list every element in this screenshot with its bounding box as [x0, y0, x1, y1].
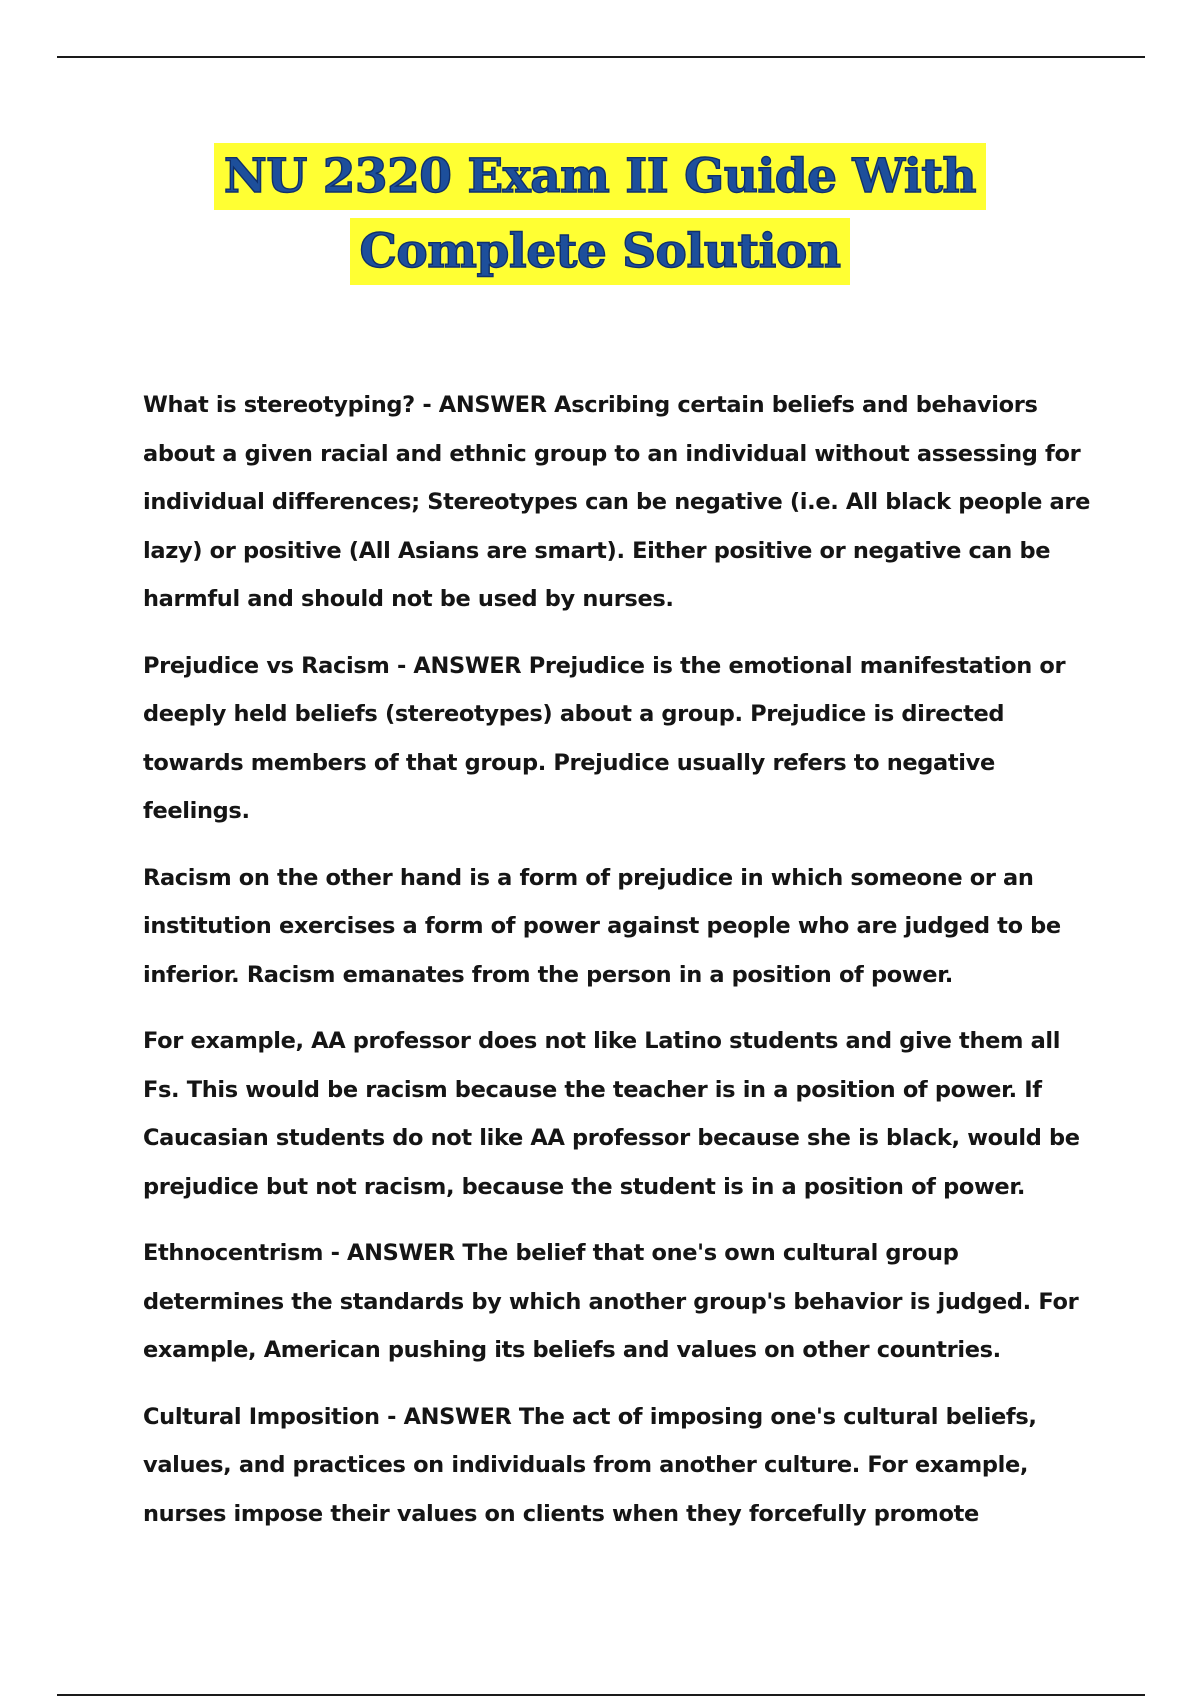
- paragraph-cultural-imposition: Cultural Imposition - ANSWER The act of imposing one's cultural beliefs, values, and practices on individuals from another culture. For example, nurses impose their values on clients when they forcefully promote: [143, 1403, 1037, 1527]
- title-line-1: NU 2320 Exam II Guide With: [214, 143, 986, 210]
- page-title: [0, 143, 1200, 285]
- paragraph-racism: Racism on the other hand is a form of prejudice in which someone or an institution exercises a form of power against people who are judged to be inferior. Racism emanates from the person in a position of power.: [143, 864, 1061, 988]
- paragraph-ethnocentrism: Ethnocentrism - ANSWER The belief that one's own cultural group determines the standards by which another group's behavior is judged. For example, American pushing its beliefs and values on other countries.: [143, 1240, 1079, 1363]
- bottom-divider: [57, 1694, 1145, 1696]
- paragraph-example: For example, AA professor does not like Latino students and give them all Fs. This would be racism because the teacher is in a position of power. If Caucasian students do not like AA professor because she is black, would be prejudice but not racism, because the student is in a position of power.: [143, 1028, 1080, 1200]
- title-line-2: Complete Solution: [350, 218, 851, 285]
- paragraph-prejudice-vs-racism: Prejudice vs Racism - ANSWER Prejudice is the emotional manifestation or deeply held beliefs (stereotypes) about a group. Prejudice is directed towards members of that group. Prejudice usually refers to negative feelings.: [143, 652, 1066, 824]
- document-body: [143, 381, 1103, 1556]
- paragraph-stereotyping: What is stereotyping? - ANSWER Ascribing certain beliefs and behaviors about a given racial and ethnic group to an individual without assessing for individual differences; Stereotypes can be negative (i.e. All black people are lazy) or positive (All Asians are smart). Either positive or negative can be harmful and should not be used by nurses.: [143, 392, 1091, 612]
- top-divider: [57, 56, 1145, 58]
